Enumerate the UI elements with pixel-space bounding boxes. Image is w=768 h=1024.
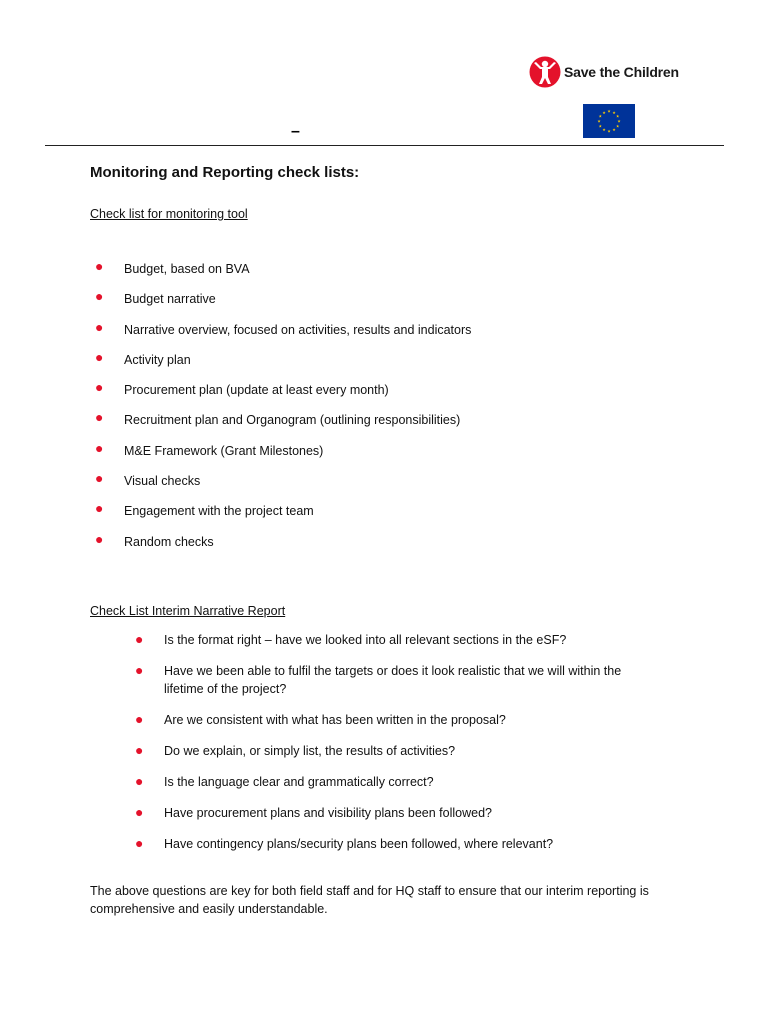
svg-text:★: ★ [617,118,621,124]
bullet-icon: ● [135,742,144,758]
bullet-icon: ● [95,500,104,517]
list-item: ● Is the language clear and grammatically correct? [135,773,434,789]
interim-report-checklist-heading: Check List Interim Narrative Report [90,604,286,618]
child-figure-icon [529,55,561,89]
svg-text:★: ★ [607,128,611,134]
svg-text:★: ★ [602,127,606,133]
svg-text:★: ★ [607,108,611,114]
bullet-icon: ● [135,804,144,820]
bullet-icon: ● [95,470,104,487]
list-item: ● Narrative overview, focused on activities, results and indicators [95,318,472,337]
bullet-icon: ● [95,530,104,547]
list-item: ● Do we explain, or simply list, the results of activities? [135,742,456,758]
svg-text:★: ★ [612,109,616,115]
list-item: ● Engagement with the project team [95,500,314,519]
list-item: ● Procurement plan (update at least every month) [95,379,389,398]
bullet-icon: ● [135,835,144,851]
bullet-icon: ● [95,288,104,305]
header-divider [45,145,724,146]
monitoring-checklist [90,258,471,561]
bullet-icon: ● [95,348,104,365]
svg-text:★: ★ [615,123,620,129]
bullet-icon: ● [135,662,144,678]
bullet-icon: ● [95,379,104,396]
monitoring-checklist-heading: Check list for monitoring tool [90,207,248,221]
eu-flag-icon [583,104,635,138]
page-title: Monitoring and Reporting check lists: [90,164,360,181]
list-item: ● Recruitment plan and Organogram (outlining responsibilities) [95,409,461,428]
bullet-icon: ● [95,258,104,274]
svg-text:★: ★ [612,127,616,133]
list-item: ● Budget narrative [95,288,216,307]
list-item: ● Random checks [95,530,214,549]
bullet-icon: ● [135,773,144,789]
bullet-icon: ● [135,711,144,727]
bullet-icon: ● [95,318,104,335]
list-item: ● Budget, based on BVA [95,258,250,276]
svg-text:★: ★ [597,118,601,124]
svg-text:★: ★ [598,123,603,129]
svg-text:★: ★ [615,113,620,119]
header-dash: – [291,123,300,140]
svg-text:★: ★ [598,113,603,119]
list-item: ● Activity plan [95,348,191,367]
interim-report-checklist [130,631,650,866]
list-item: ● Have procurement plans and visibility plans been followed? [135,804,492,820]
svg-text:★: ★ [602,109,606,115]
bullet-icon: ● [135,631,144,647]
save-the-children-logo [529,54,679,90]
list-item: ● Have contingency plans/security plans been followed, where relevant? [135,835,554,851]
list-item: ● M&E Framework (Grant Milestones) [95,439,324,458]
bullet-icon: ● [95,439,104,456]
list-item: ● Are we consistent with what has been written in the proposal? [135,711,506,727]
list-item: ● Visual checks [95,470,201,489]
logo-text: Save the Children [564,64,679,80]
bullet-icon: ● [95,409,104,426]
page-header [0,0,768,150]
list-item: ● Have we been able to fulfil the targets or does it look realistic that we will within the lifetime of the project? [135,662,622,696]
closing-paragraph: The above questions are key for both field staff and for HQ staff to ensure that our interim reporting is comprehensive and easily understandable. [90,884,649,916]
list-item: ● Is the format right – have we looked into all relevant sections in the eSF? [135,631,567,647]
